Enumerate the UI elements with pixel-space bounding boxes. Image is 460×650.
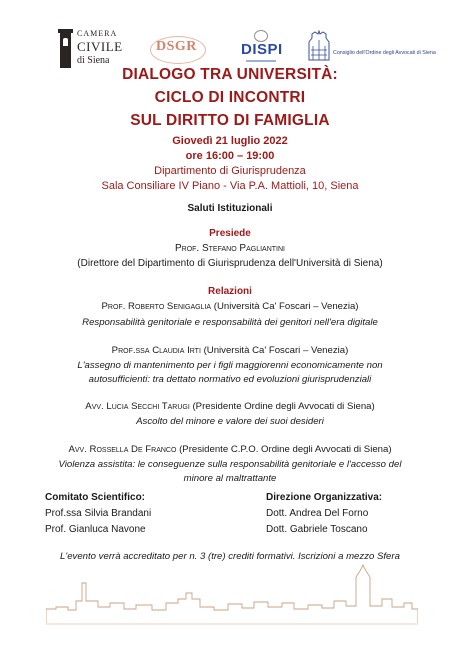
scientific-member-1: Prof.ssa Silvia Brandani	[45, 508, 152, 519]
speaker-1: Prof. Roberto Senigaglia (Università Ca' Foscari – Venezia)	[101, 301, 359, 312]
ordine-avvocati-logo	[306, 30, 446, 68]
speaker-2: Prof.ssa Claudia Irti (Università Ca' Foscari – Venezia)	[111, 345, 349, 356]
talk-4-topic-line-2: minore al maltrattante	[183, 473, 277, 484]
talk-2-topic-line-2: autosufficienti: tra dettato normativo ed evoluzioni giurisprudenziali	[88, 374, 372, 385]
talk-3-topic: Ascolto del minore e valore dei suoi desideri	[136, 416, 324, 427]
speaker-3: Avv. Lucia Secchi Tarugi (Presidente Ordine degli Avvocati di Siena)	[85, 401, 375, 412]
organizing-member-2: Dott. Gabriele Toscano	[266, 524, 368, 535]
organizing-direction-heading: Direzione Organizzativa:	[266, 492, 383, 503]
camera-civile-line1: CAMERA	[77, 29, 118, 38]
talk-1-topic: Responsabilità genitoriale e responsabilità dei genitori nell'era digitale	[82, 317, 378, 328]
event-venue: Dipartimento di Giurisprudenza	[154, 165, 306, 177]
talk-4-topic-line-1: Violenza assistita: le conseguenze sulla responsabilità genitoriale e l'accesso del	[58, 459, 402, 470]
event-title-line-1: DIALOGO TRA UNIVERSITÀ:	[122, 66, 338, 83]
logo-bar	[0, 28, 460, 70]
event-title-line-2: CICLO DI INCONTRI	[154, 89, 306, 106]
chair-role: (Direttore del Dipartimento di Giurisprudenza dell'Università di Siena)	[77, 258, 383, 269]
talks-heading: Relazioni	[208, 286, 252, 297]
camera-civile-logo	[60, 28, 130, 70]
event-date: Giovedì 21 luglio 2022	[172, 135, 288, 147]
ordine-crest-icon	[306, 30, 332, 62]
dsgr-logo	[150, 36, 210, 64]
camera-civile-line3: di Siena	[77, 55, 110, 66]
talk-2-topic-line-1: L'assegno di mantenimento per i figli maggiorenni economicamente non	[77, 360, 383, 371]
event-title-line-3: SUL DIRITTO DI FAMIGLIA	[130, 112, 330, 129]
dispi-wordmark: DISPI	[241, 41, 283, 58]
speaker-4: Avv. Rossella De Franco (Presidente C.P.O. Ordine degli Avvocati di Siena)	[68, 444, 392, 455]
event-address: Sala Consiliare IV Piano - Via P.A. Mattioli, 10, Siena	[101, 180, 359, 192]
credits-note: L'evento verrà accreditato per n. 3 (tre) crediti formativi. Iscrizioni a mezzo Sfera	[60, 551, 400, 562]
dsgr-wordmark: DSGR	[156, 39, 197, 54]
tower-icon	[60, 32, 71, 68]
greetings-heading: Saluti Istituzionali	[187, 203, 273, 214]
chair-heading: Presiede	[209, 228, 251, 239]
ordine-avvocati-name: Consiglio dell'Ordine degli Avvocati di Siena	[333, 50, 436, 56]
siena-skyline-illustration	[46, 563, 418, 625]
organizing-member-1: Dott. Andrea Del Forno	[266, 508, 369, 519]
scientific-member-2: Prof. Gianluca Navone	[45, 524, 146, 535]
event-time: ore 16:00 – 19:00	[185, 150, 275, 162]
dispi-underline	[246, 60, 276, 62]
camera-civile-line2: CIVILE	[77, 39, 123, 54]
scientific-committee-heading: Comitato Scientifico:	[45, 492, 146, 503]
chair-name: Prof. Stefano Pagliantini	[174, 243, 286, 254]
dispi-logo	[238, 30, 286, 68]
